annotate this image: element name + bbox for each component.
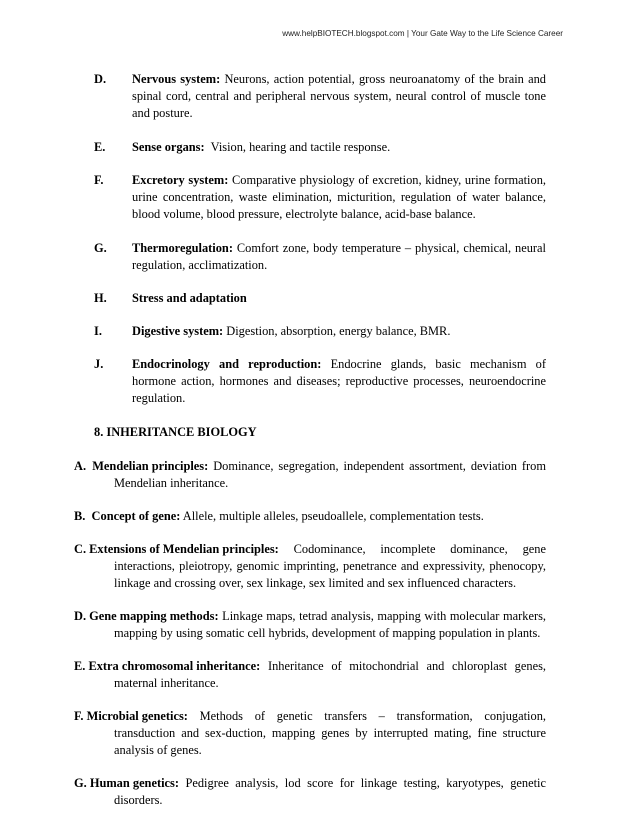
topic-title: Thermoregulation: bbox=[132, 241, 233, 255]
subtopic-text: Inheritance of mitochondrial and chloroplast genes, maternal inheritance. bbox=[114, 659, 546, 690]
page-content bbox=[74, 71, 546, 809]
topic-body bbox=[132, 71, 546, 122]
subtopic-item-b bbox=[74, 508, 546, 525]
subtopic-text: Linkage maps, tetrad analysis, mapping with molecular markers, mapping by using somatic cell hybrids, development of mapping population in plants. bbox=[114, 609, 546, 640]
subtopic-label: B. Concept of gene: bbox=[74, 509, 181, 523]
topic-text: Digestion, absorption, energy balance, BMR. bbox=[223, 324, 451, 338]
topic-item-i bbox=[94, 323, 546, 340]
topic-text: Comfort zone, body temperature – physical, chemical, neural regulation, acclimatization. bbox=[132, 241, 546, 272]
topic-item-h bbox=[94, 290, 546, 307]
topic-body bbox=[132, 356, 546, 407]
subtopic-item-g bbox=[74, 775, 546, 809]
topic-label: G. bbox=[94, 241, 107, 255]
topic-text: Comparative physiology of excretion, kidney, urine formation, urine concentration, waste elimination, micturition, regulation of water balance, blood volume, blood pressure, electrolyte balance, acid-base balance. bbox=[132, 173, 546, 221]
subtopic-text: Dominance, segregation, independent assortment, deviation from Mendelian inheritance. bbox=[114, 459, 546, 490]
subtopic-label: E. Extra chromosomal inheritance: bbox=[74, 659, 261, 673]
topic-title: Sense organs: bbox=[132, 140, 205, 154]
topic-title: Nervous system: bbox=[132, 72, 221, 86]
page-header: www.helpBIOTECH.blogspot.com | Your Gate Way to the Life Science Career bbox=[282, 29, 563, 38]
subtopic-label: A. Mendelian principles: bbox=[74, 459, 209, 473]
topic-label: F. bbox=[94, 173, 104, 187]
topic-text: Vision, hearing and tactile response. bbox=[204, 140, 391, 154]
subtopic-item-c bbox=[74, 541, 546, 592]
topic-item-e bbox=[94, 139, 546, 156]
topic-text: Endocrine glands, basic mechanism of hormone action, hormones and diseases; reproductive processes, neuroendocrine regulation. bbox=[132, 357, 546, 405]
topic-title: Digestive system: bbox=[132, 324, 224, 338]
section-heading: 8. INHERITANCE BIOLOGY bbox=[94, 425, 257, 439]
topic-label: H. bbox=[94, 291, 107, 305]
topic-item-j bbox=[94, 356, 546, 407]
subtopic-label: F. Microbial genetics: bbox=[74, 709, 188, 723]
topic-item-f bbox=[94, 172, 546, 223]
subtopic-text: Allele, multiple alleles, pseudoallele, complementation tests. bbox=[180, 509, 484, 523]
subtopic-item-d bbox=[74, 608, 546, 642]
topic-body bbox=[132, 323, 546, 340]
topic-label: J. bbox=[94, 357, 104, 371]
topic-text: Neurons, action potential, gross neuroanatomy of the brain and spinal cord, central and peripheral nervous system, neural control of muscle tone and posture. bbox=[132, 72, 546, 120]
topic-label: D. bbox=[94, 72, 107, 86]
topic-body bbox=[132, 172, 546, 223]
subtopic-label: G. Human genetics: bbox=[74, 776, 179, 790]
subtopic-item-e bbox=[74, 658, 546, 692]
topic-body bbox=[132, 139, 546, 156]
subtopic-label: D. Gene mapping methods: bbox=[74, 609, 219, 623]
subtopic-text: Pedigree analysis, lod score for linkage testing, karyotypes, genetic disorders. bbox=[114, 776, 546, 807]
topic-body bbox=[132, 290, 546, 307]
topic-item-d bbox=[94, 71, 546, 122]
topic-title: Stress and adaptation bbox=[132, 291, 247, 305]
topic-body bbox=[132, 240, 546, 274]
subtopic-label: C. Extensions of Mendelian principles: bbox=[74, 542, 279, 556]
subtopic-item-f bbox=[74, 708, 546, 759]
subtopic-text: Codominance, incomplete dominance, gene interactions, pleiotropy, genomic imprinting, penetrance and expressivity, phenocopy, linkage and crossing over, sex linkage, sex limited and sex influenced characters. bbox=[114, 542, 546, 590]
subtopic-item-a bbox=[74, 458, 546, 492]
topic-label: E. bbox=[94, 140, 106, 154]
subtopic-text: Methods of genetic transfers – transformation, conjugation, transduction and sex-duction, mapping genes by interrupted mating, fine structure analysis of genes. bbox=[114, 709, 546, 757]
topic-label: I. bbox=[94, 324, 102, 338]
topic-title: Endocrinology and reproduction: bbox=[132, 357, 322, 371]
topic-item-g bbox=[94, 240, 546, 274]
topic-title: Excretory system: bbox=[132, 173, 229, 187]
